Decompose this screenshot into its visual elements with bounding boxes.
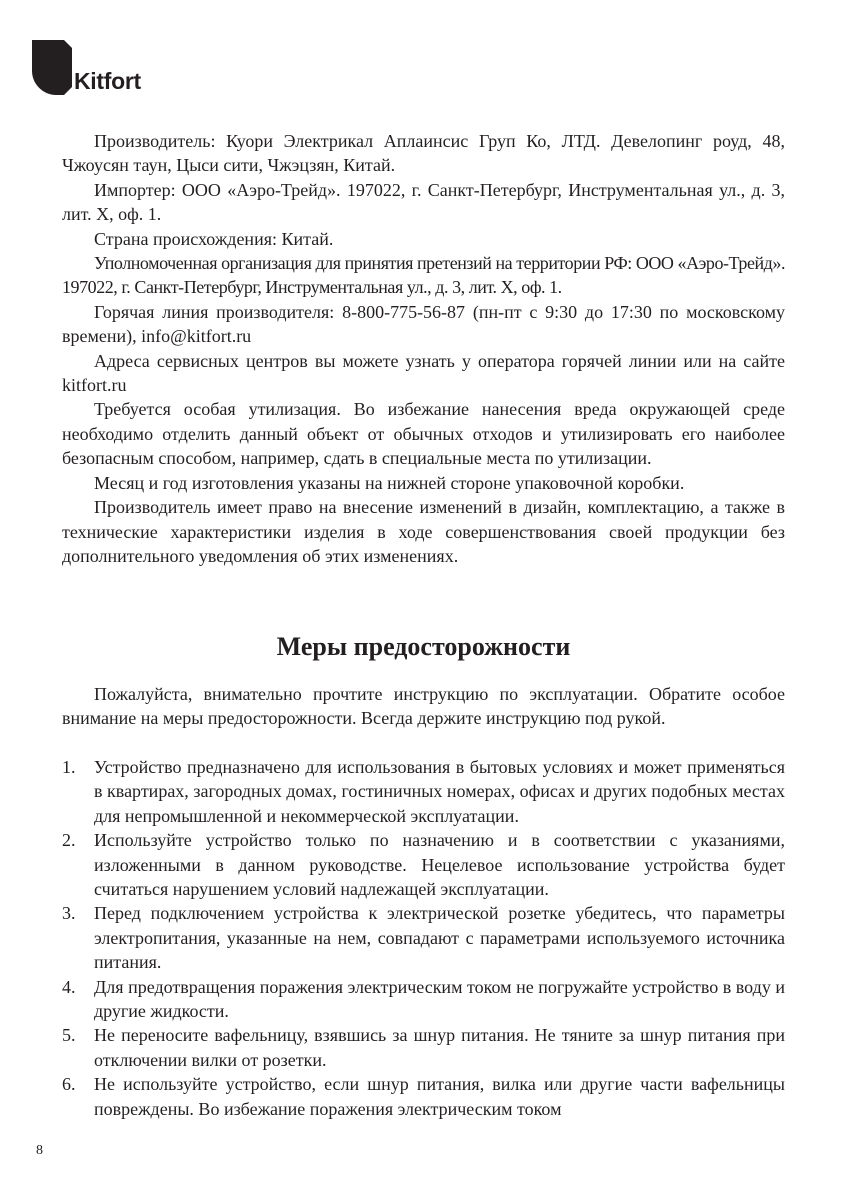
brand-logo <box>32 40 141 95</box>
list-item-number: 5. <box>62 1025 76 1046</box>
list-item-text: Не используйте устройство, если шнур питания, вилка или другие части вафельницы повреждены. Во избежание поражения электрическим током <box>94 1074 785 1119</box>
kitfort-logo-icon <box>32 40 72 95</box>
page-number: 8 <box>36 1143 43 1158</box>
list-item <box>62 975 785 1024</box>
list-item-number: 3. <box>62 903 76 924</box>
section-heading: Меры предосторожности <box>276 632 571 661</box>
list-item <box>62 828 785 901</box>
list-item-number: 2. <box>62 830 76 851</box>
list-item-text: Перед подключением устройства к электрической розетке убедитесь, что параметры электропитания, указанные на нем, совпадают с параметрами используемого источника питания. <box>94 903 785 973</box>
info-paragraph: Уполномоченная организация для принятия претензий на территории РФ: ООО «Аэро-Трейд». 197022, г. Санкт-Петербург, Инструментальная ул., д. 3, лит. Х, оф. 1. <box>62 253 785 298</box>
list-item <box>62 901 785 974</box>
list-item-number: 1. <box>62 757 76 777</box>
list-item-text: Используйте устройство только по назначению и в соответствии с указаниями, изложенными в данном руководстве. Нецелевое использование устройства будет считаться нарушением условий надлежащей эксплуатации. <box>94 830 785 900</box>
list-item-text: Для предотвращения поражения электрическим током не погружайте устройство в воду и другие жидкости. <box>94 976 785 1022</box>
manufacturer-info <box>62 129 785 568</box>
list-item <box>62 755 785 828</box>
list-item-number: 4. <box>62 976 76 997</box>
info-paragraph: Адреса сервисных центров вы можете узнать у оператора горячей линии или на сайте kitfort.ru <box>62 350 785 396</box>
info-paragraph: Производитель имеет право на внесение изменений в дизайн, комплектацию, а также в технические характеристики изделия в ходе совершенствования своей продукции без дополнительного уведомления об этих изменениях. <box>62 497 785 566</box>
list-item <box>62 1072 785 1121</box>
info-paragraph: Производитель: Куори Электрикал Аплаинсис Груп Ко, ЛТД. Девелопинг роуд, 48, Чжоусян таун, Цыси сити, Чжэцзян, Китай. <box>62 131 785 176</box>
list-item-text: Устройство предназначено для использования в бытовых условиях и может применяться в квартирах, загородных домах, гостиничных номерах, офисах и других подобных местах для непромышленной и некоммерческой эксплуатации. <box>94 757 785 826</box>
info-paragraph: Горячая линия производителя: 8-800-775-56-87 (пн-пт с 9:30 до 17:30 по московскому времени), info@kitfort.ru <box>62 301 785 347</box>
list-item <box>62 1023 785 1072</box>
list-item-text: Не переносите вафельницу, взявшись за шнур питания. Не тяните за шнур питания при отключении вилки от розетки. <box>94 1025 785 1070</box>
info-paragraph: Требуется особая утилизация. Во избежание нанесения вреда окружающей среде необходимо отделить данный объект от обычных отходов и утилизировать его наиболее безопасным способом, например, сдать в специальные места по утилизации. <box>62 399 785 469</box>
safety-intro: Пожалуйста, внимательно прочтите инструкцию по эксплуатации. Обратите особое внимание на меры предосторожности. Всегда держите инструкцию под рукой. <box>62 684 785 729</box>
info-paragraph: Месяц и год изготовления указаны на нижней стороне упаковочной коробки. <box>94 472 685 493</box>
list-item-number: 6. <box>62 1074 76 1095</box>
info-paragraph: Страна происхождения: Китай. <box>94 228 334 249</box>
info-paragraph: Импортер: ООО «Аэро-Трейд». 197022, г. Санкт-Петербург, Инструментальная ул., д. 3, лит. Х, оф. 1. <box>62 179 785 225</box>
safety-rules-list <box>62 755 785 1121</box>
brand-name: Kitfort <box>74 68 141 94</box>
